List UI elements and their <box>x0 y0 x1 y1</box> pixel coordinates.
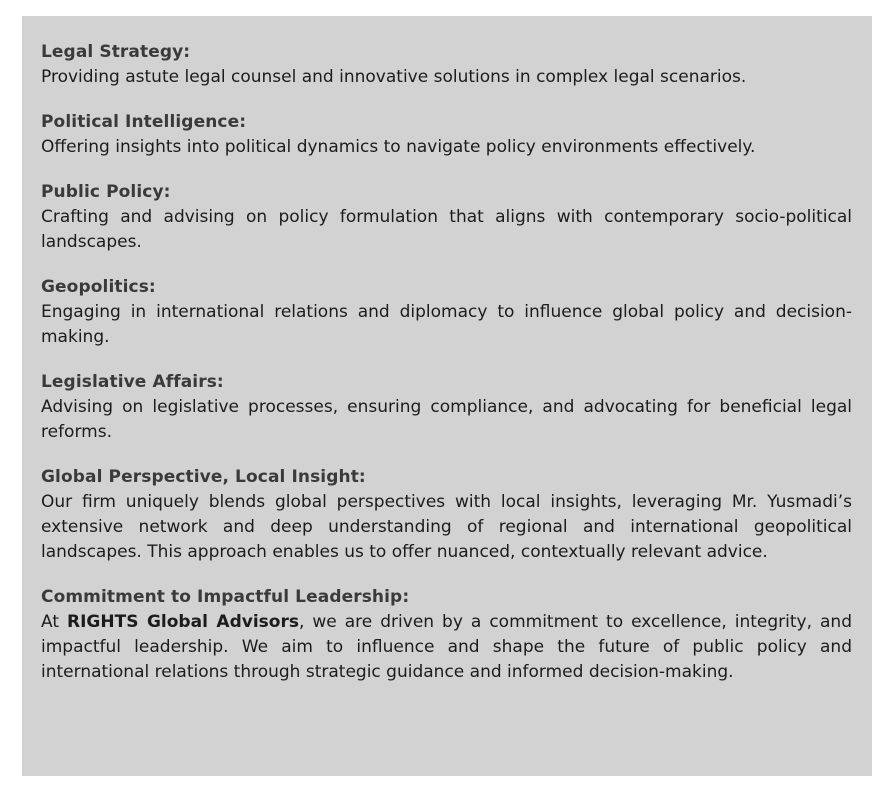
section-body: Offering insights into political dynamics to navigate policy environments effectively. <box>41 137 756 157</box>
section-legal-strategy <box>41 40 852 90</box>
section-body: Our firm uniquely blends global perspectives with local insights, leveraging Mr. Yusmadi’s extensive network and deep understanding of regional and international geopolitical landscapes. This approach enables us to offer nuanced, contextually relevant advice. <box>41 492 852 562</box>
section-public-policy <box>41 180 852 255</box>
body-prefix: At <box>41 612 68 632</box>
section-body: Advising on legislative processes, ensuring compliance, and advocating for beneficial legal reforms. <box>41 397 852 442</box>
section-heading: Legal Strategy: <box>41 42 191 62</box>
section-geopolitics <box>41 275 852 350</box>
body-suffix: , we are driven by a commitment to excellence, integrity, and impactful leadership. We aim to influence and shape the future of public policy and international relations through strategic guidance and informed decision-making. <box>41 612 853 682</box>
section-body: Engaging in international relations and diplomacy to influence global policy and decision-making. <box>41 302 852 347</box>
brand-name: RIGHTS Global Advisors <box>67 612 299 632</box>
section-legislative-affairs <box>41 370 852 445</box>
section-commitment <box>41 585 852 685</box>
content-panel <box>22 16 872 776</box>
section-body <box>41 610 852 685</box>
section-global-perspective <box>41 465 852 565</box>
section-heading: Legislative Affairs: <box>41 372 224 392</box>
section-heading: Global Perspective, Local Insight: <box>41 467 366 487</box>
section-heading: Political Intelligence: <box>41 112 247 132</box>
section-body: Providing astute legal counsel and innovative solutions in complex legal scenarios. <box>41 67 747 87</box>
section-political-intelligence <box>41 110 852 160</box>
section-body: Crafting and advising on policy formulation that aligns with contemporary socio-political landscapes. <box>41 207 852 252</box>
section-heading: Geopolitics: <box>41 277 156 297</box>
section-heading: Public Policy: <box>41 182 171 202</box>
section-heading: Commitment to Impactful Leadership: <box>41 587 410 607</box>
